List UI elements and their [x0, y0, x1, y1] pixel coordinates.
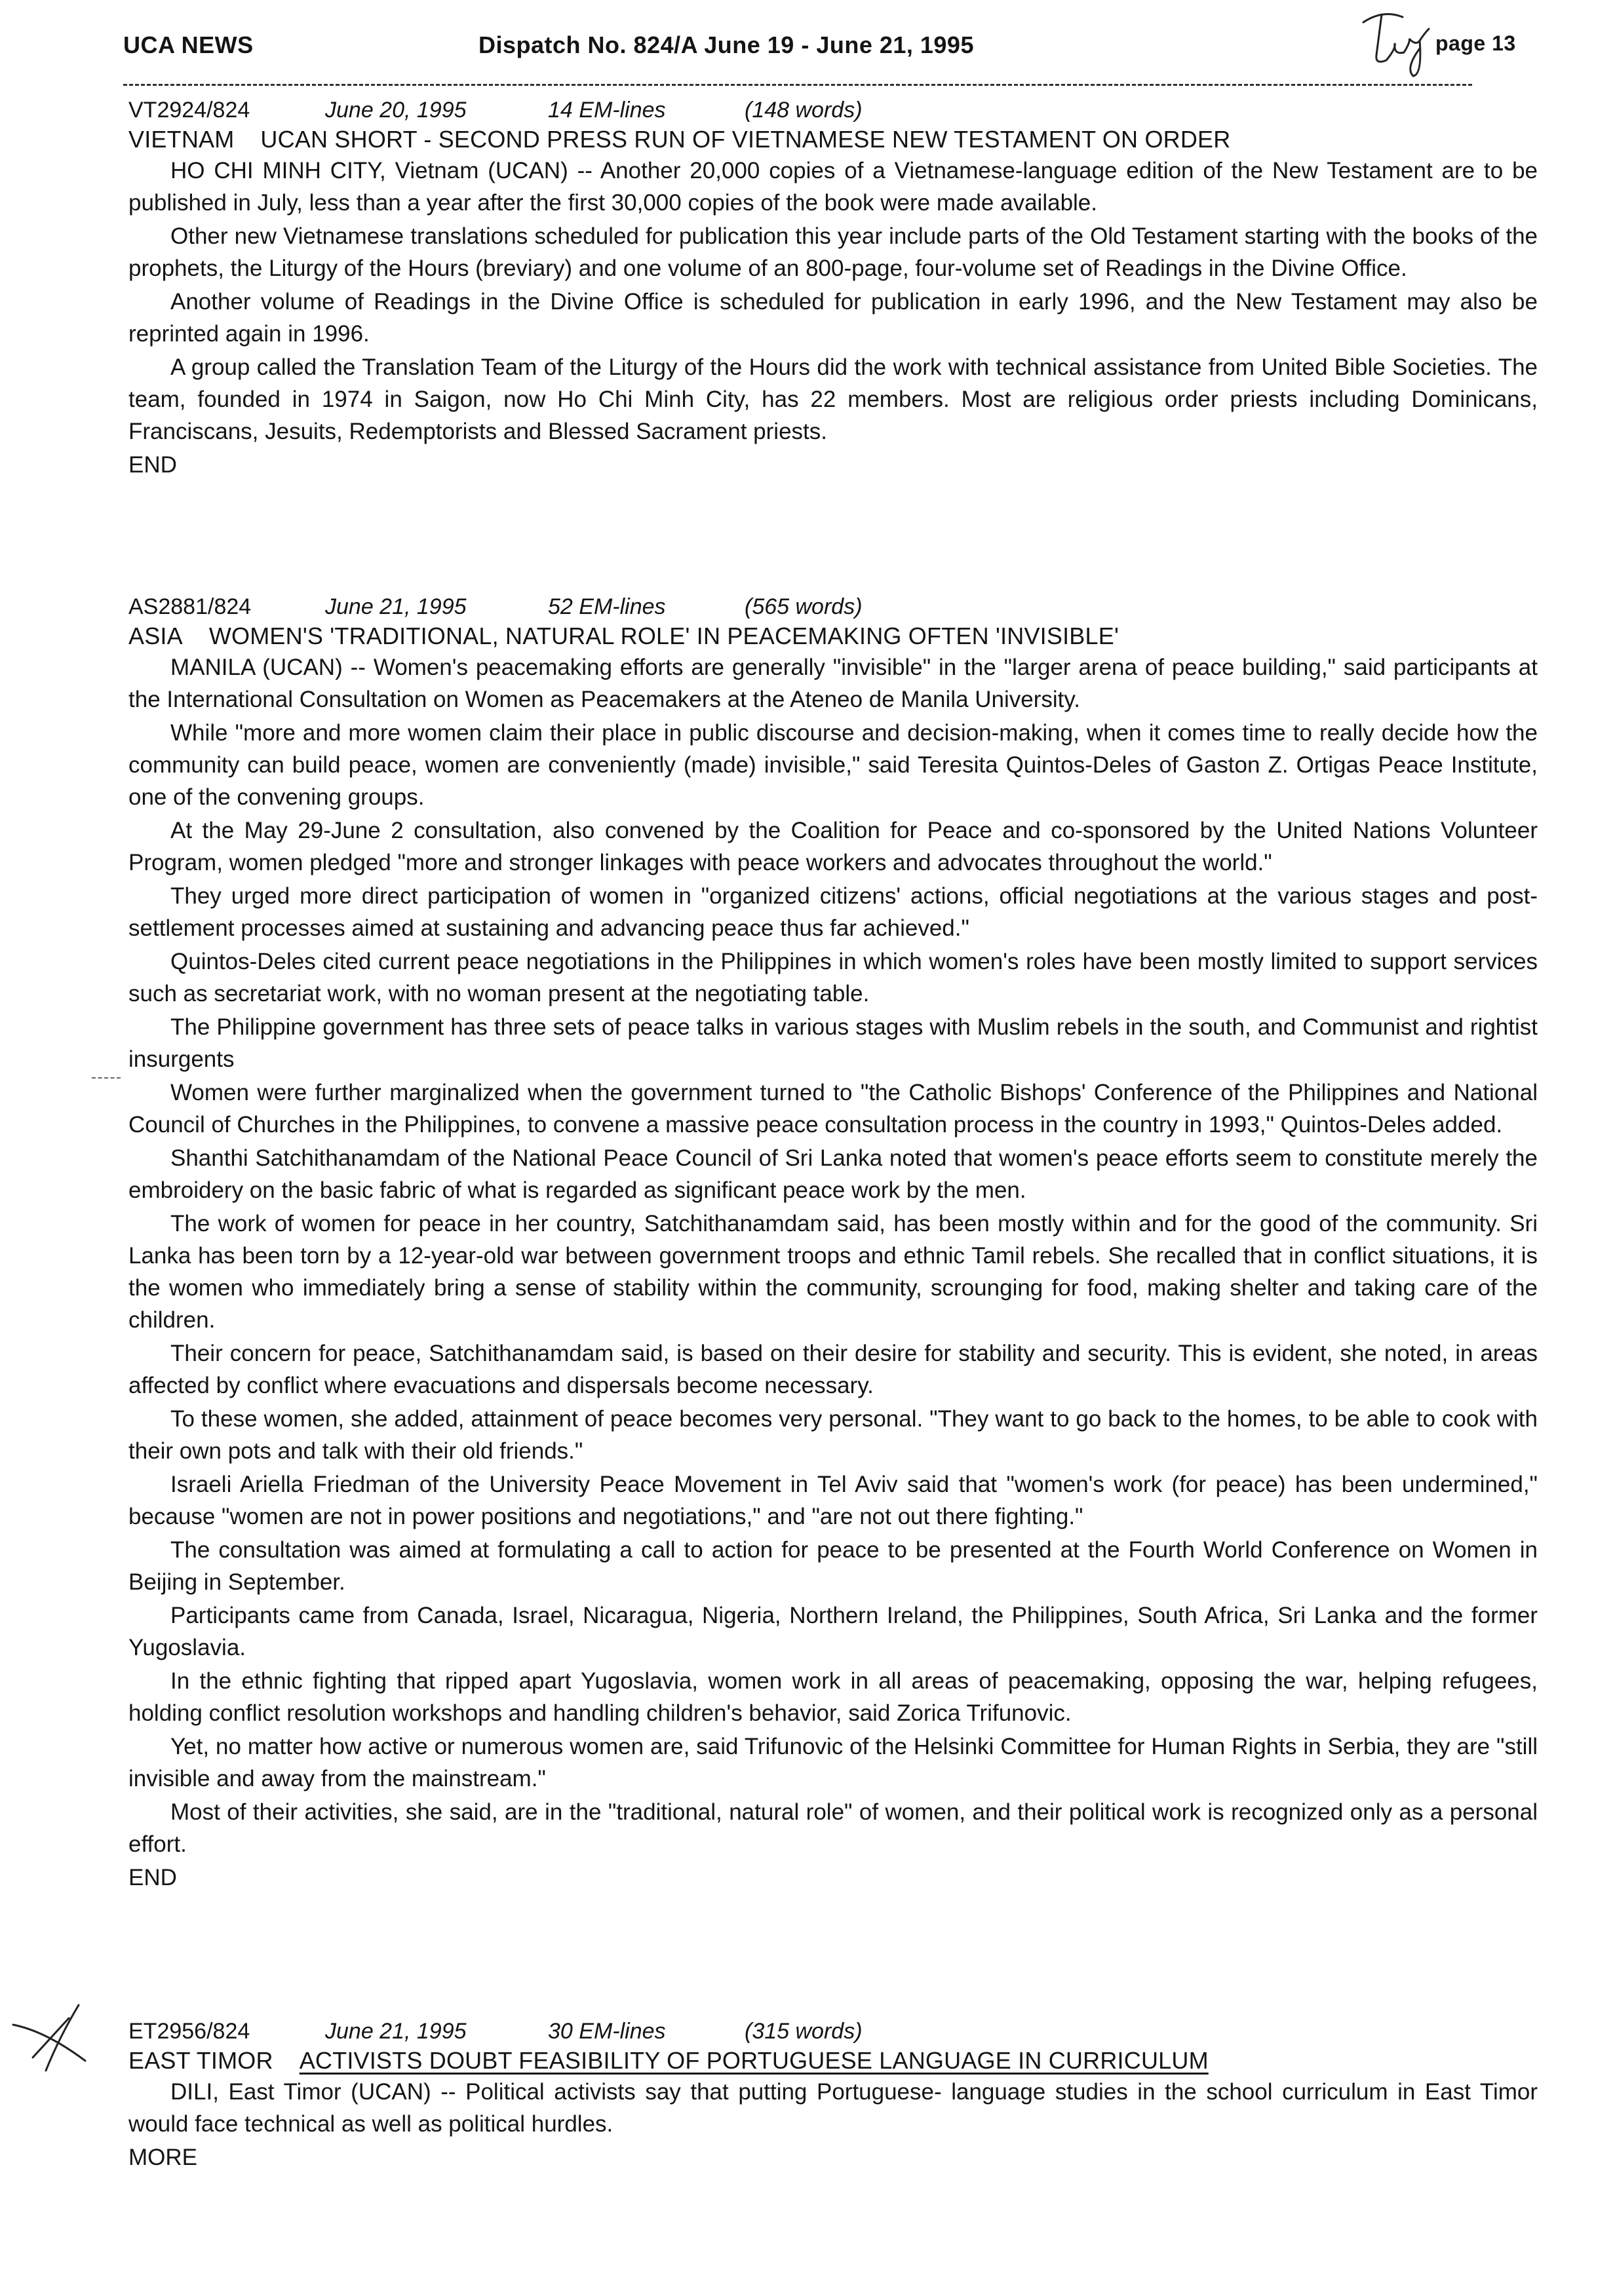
paragraph: Israeli Ariella Friedman of the University Peace Movement in Tel Aviv said that "women's work (for peace) has been undermined," because "women are not in power positions and negotiations," and "are not out there fighting." — [128, 1472, 1538, 1529]
paragraph: They urged more direct participation of women in "organized citizens' actions, official negotiations at the various stages and post-settlement processes aimed at sustaining and advancing peace thus far achieved." — [128, 883, 1538, 941]
paragraph: Other new Vietnamese translations scheduled for publication this year include parts of the Old Testament starting with the books of the prophets, the Liturgy of the Hours (breviary) and one volume of an 800-page, four-volume set of Readings in the Divine Office. — [128, 223, 1538, 281]
story-word-count: (565 words) — [745, 594, 863, 619]
story-asia — [128, 592, 1538, 1894]
paragraph: In the ethnic fighting that ripped apart Yugoslavia, women work in all areas of peacemaking, opposing the war, helping refugees, holding conflict resolution workshops and handling children's behavior, said Zorica Trifunovic. — [128, 1668, 1538, 1726]
story-end-marker: END — [128, 452, 177, 478]
margin-mark — [92, 1077, 121, 1079]
story-meta — [128, 96, 1538, 124]
paragraph: The consultation was aimed at formulating a call to action for peace to be presented at the Fourth World Conference on Women in Beijing in September. — [128, 1537, 1538, 1595]
dispatch-info: Dispatch No. 824/A June 19 - June 21, 1995 — [478, 31, 974, 58]
story-title: UCAN SHORT - SECOND PRESS RUN OF VIETNAMESE NEW TESTAMENT ON ORDER — [260, 126, 1231, 153]
paragraph: Yet, no matter how active or numerous women are, said Trifunovic of the Helsinki Committee for Human Rights in Serbia, they are "still invisible and away from the mainstream." — [128, 1734, 1538, 1791]
paragraph: Another volume of Readings in the Divine Office is scheduled for publication in early 1996, and the New Testament may also be reprinted again in 1996. — [128, 289, 1538, 347]
story-continued-marker: MORE — [128, 2145, 197, 2170]
story-word-count: (315 words) — [745, 2019, 863, 2044]
story-title: WOMEN'S 'TRADITIONAL, NATURAL ROLE' IN PEACEMAKING OFTEN 'INVISIBLE' — [208, 622, 1119, 649]
story-title: ACTIVISTS DOUBT FEASIBILITY OF PORTUGUESE LANGUAGE IN CURRICULUM — [299, 2047, 1209, 2074]
paragraph: A group called the Translation Team of the Liturgy of the Hours did the work with technical assistance from United Bible Societies. The team, founded in 1974 in Saigon, now Ho Chi Minh City, has 22 members. Most are religious order priests including Dominicans, Franciscans, Jesuits, Redemptorists and Blessed Sacrament priests. — [128, 354, 1538, 444]
paragraph: Shanthi Satchithanamdam of the National Peace Council of Sri Lanka noted that women's peace efforts seem to constitute merely the embroidery on the basic fabric of what is regarded as significant peace work by the men. — [128, 1145, 1538, 1203]
paragraph: The Philippine government has three sets of peace talks in various stages with Muslim rebels in the south, and Communist and rightist insurgents — [128, 1014, 1538, 1072]
story-meta — [128, 592, 1538, 621]
story-vietnam — [128, 96, 1538, 481]
paragraph: The work of women for peace in her country, Satchithanamdam said, has been mostly within and for the good of the community. Sri Lanka has been torn by a 12-year-old war between government troops and ethnic Tamil rebels. She recalled that in conflict situations, it is the women who immediately bring a sense of stability within the community, scrounging for food, making shelter and taking care of the children. — [128, 1211, 1538, 1333]
paragraph: Women were further marginalized when the government turned to "the Catholic Bishops' Conference of the Philippines and National Council of Churches in the Philippines, to convene a massive peace consultation process in the country in 1993," Quintos-Deles added. — [128, 1080, 1538, 1138]
story-region: ASIA — [128, 622, 183, 649]
paragraph: DILI, East Timor (UCAN) -- Political activists say that putting Portuguese- language studies in the school curriculum in East Timor would face technical as well as political hurdles. — [128, 2079, 1538, 2137]
paragraph: While "more and more women claim their place in public discourse and decision-making, when it comes time to really decide how the community can build peace, women are conveniently (made) invisible," said Teresita Quintos-Deles of Gaston Z. Ortigas Peace Institute, one of the convening groups. — [128, 720, 1538, 810]
publication-name: UCA NEWS — [123, 31, 254, 58]
story-region: VIETNAM — [128, 126, 235, 153]
story-region: EAST TIMOR — [128, 2047, 273, 2074]
paragraph: Quintos-Deles cited current peace negotiations in the Philippines in which women's roles have been mostly limited to support services such as secretariat work, with no woman present at the negotiating table. — [128, 949, 1538, 1006]
story-meta — [128, 2017, 1538, 2046]
story-em-lines: 52 EM-lines — [548, 594, 666, 619]
story-date: June 20, 1995 — [325, 98, 467, 123]
story-date: June 21, 1995 — [325, 2019, 467, 2044]
paragraph: Participants came from Canada, Israel, Nicaragua, Nigeria, Northern Ireland, the Philippines, South Africa, Sri Lanka and the former Yugoslavia. — [128, 1603, 1538, 1660]
paragraph: To these women, she added, attainment of peace becomes very personal. "They want to go back to the homes, to be able to cook with their own pots and talk with their old friends." — [128, 1406, 1538, 1464]
handwritten-x-mark — [7, 1999, 105, 2077]
story-headline — [128, 124, 1538, 155]
story-slug: AS2881/824 — [128, 594, 252, 619]
paragraph: Their concern for peace, Satchithanamdam said, is based on their desire for stability and security. This is evident, she noted, in areas affected by conflict where evacuations and dispersals become necessary. — [128, 1341, 1538, 1398]
header-divider — [123, 84, 1472, 86]
story-em-lines: 14 EM-lines — [548, 98, 666, 123]
story-em-lines: 30 EM-lines — [548, 2019, 666, 2044]
story-slug: ET2956/824 — [128, 2019, 250, 2044]
story-east-timor — [128, 2017, 1538, 2173]
story-slug: VT2924/824 — [128, 98, 250, 123]
paragraph: MANILA (UCAN) -- Women's peacemaking efforts are generally "invisible" in the "larger arena of peace building," said participants at the International Consultation on Women as Peacemakers at the Ateneo de Manila University. — [128, 655, 1538, 712]
paragraph: Most of their activities, she said, are in the "traditional, natural role" of women, and their political work is recognized only as a personal effort. — [128, 1799, 1538, 1857]
paragraph: HO CHI MINH CITY, Vietnam (UCAN) -- Another 20,000 copies of a Vietnamese-language edition of the New Testament are to be published in July, less than a year after the first 30,000 copies of the book were made available. — [128, 158, 1538, 216]
story-date: June 21, 1995 — [325, 594, 467, 619]
paragraph: At the May 29-June 2 consultation, also convened by the Coalition for Peace and co-sponsored by the United Nations Volunteer Program, women pledged "more and stronger linkages with peace workers and advocates throughout the world." — [128, 818, 1538, 875]
story-headline — [128, 621, 1538, 651]
story-word-count: (148 words) — [745, 98, 863, 123]
story-end-marker: END — [128, 1865, 177, 1890]
page-number: page 13 — [1435, 31, 1516, 55]
story-headline — [128, 2046, 1538, 2076]
